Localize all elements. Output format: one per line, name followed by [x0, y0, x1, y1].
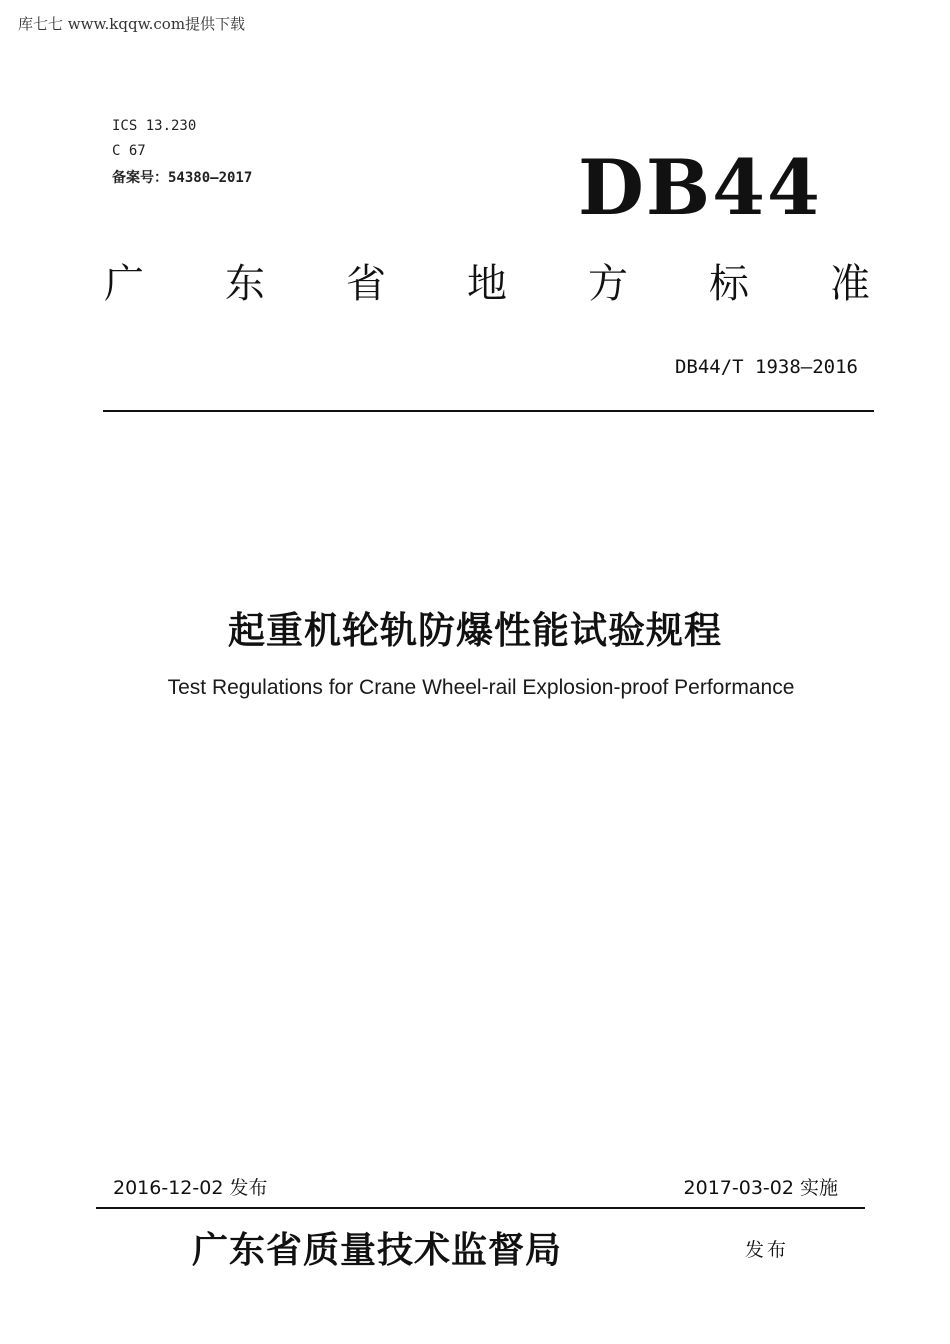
issue-date: 2016-12-02 发布	[113, 1177, 268, 1199]
db44-logo: DB44	[578, 143, 822, 232]
bottom-divider	[96, 1207, 865, 1209]
standard-number: DB44/T 1938—2016	[674, 356, 858, 378]
standard-type-char: 省	[346, 261, 386, 307]
standard-type-heading	[104, 261, 870, 307]
standard-type-char: 标	[709, 261, 749, 307]
issuing-authority: 广东省质量技术监督局	[192, 1229, 563, 1271]
implementation-date: 2017-03-02 实施	[683, 1177, 838, 1199]
watermark-text: 库七七 www.kqqw.com提供下载	[18, 15, 246, 33]
standard-type-char: 广	[104, 261, 144, 307]
standard-type-char: 方	[588, 261, 628, 307]
document-title-chinese: 起重机轮轨防爆性能试验规程	[228, 609, 722, 652]
standard-type-char: 东	[225, 261, 265, 307]
ics-code: ICS 13.230	[112, 118, 197, 134]
ccs-code: C 67	[112, 143, 146, 159]
standard-type-char: 准	[830, 261, 870, 307]
record-number: 备案号：54380—2017	[112, 170, 253, 186]
document-title-english: Test Regulations for Crane Wheel-rail Explosion-proof Performance	[167, 676, 795, 699]
top-divider	[103, 410, 874, 412]
issue-label: 发布	[745, 1239, 790, 1261]
standard-type-char: 地	[467, 261, 507, 307]
